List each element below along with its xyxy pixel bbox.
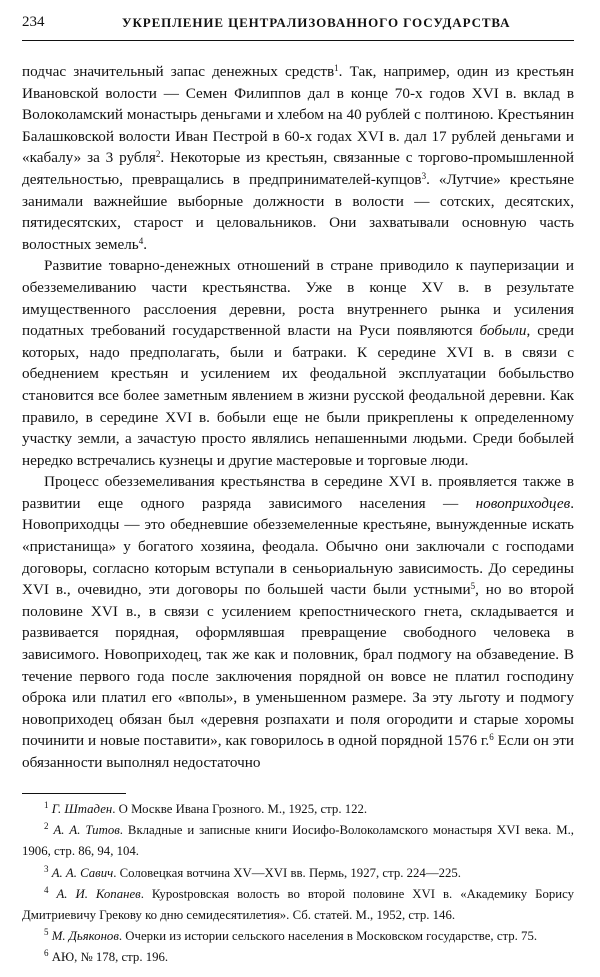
footnote xyxy=(22,799,574,820)
footnote-number: 3 xyxy=(44,863,49,874)
footnote-author: А. А. Титов xyxy=(53,823,120,838)
paragraph xyxy=(22,255,574,471)
running-head: УКРЕПЛЕНИЕ ЦЕНТРАЛИЗОВАННОГО ГОСУДАРСТВА xyxy=(122,15,511,30)
footnote xyxy=(22,884,574,926)
footnote-author: А. А. Савич xyxy=(51,865,114,880)
header-rule xyxy=(22,40,574,41)
text-run: . Новоприходцы — это обедневшие обезземеленные крестьяне, вынужденные искать «пристанища» у богатого хозяина, феодала. Обычно они заключали с господами договоры, согласно которым вступали в сеньориальную зависимость. До середины XVI в., очевидно, эти договоры по большей части были устными xyxy=(22,494,574,599)
footnote-rule xyxy=(22,793,126,794)
footnote-text: . Курostровская волость во второй половине XVI в. «Академику Борису Дмитриевичу Грекову ко дню семидесятилетия». Сб. статей. М., 1952, стр. 146. xyxy=(22,886,575,923)
text-run: , но во второй половине XVI в., в связи с усилением крепостнического гнета, складывается и развивается порядная, оформлявшая превращение свободного человека в зависимого. Новоприходец, так же как и половник, брал подмогу на обзаведение. В течение первого года после заключения порядной он вовсе не платил господину оброка или платил его «вполы», в уменьшенном размере. За эту льготу и подмогу новоприходец обязан был «деревня розпахати и поля огородити и старые хоромы починити и новые поставити», как говорилось в одной порядной 1576 г. xyxy=(22,581,574,750)
footnote-ref: 5 xyxy=(470,581,476,592)
footnote-ref: 3 xyxy=(421,170,427,181)
footnote-text: . Соловецкая вотчина XV—XVI вв. Пермь, 1927, стр. 224—225. xyxy=(113,865,462,880)
footnote xyxy=(22,947,574,968)
text-run: , среди которых, надо предполагать, были и батраки. К середине XVI в. в связи с обеднением крестьян и усилением их феодальной эксплуатации бобыльство становится все более заметным явлением в жизни русской феодальной деревни. Как правило, в середине XVI в. бобыли еще не были прикреплены к определенному участку земли, а зачастую просто являлись непашенными людьми. Среди бобылей нередко встречались кузнецы и другие мастеровые и торговые люди. xyxy=(22,322,574,469)
page-header xyxy=(22,14,574,36)
footnote-text: . Очерки из истории сельского населения в Московском государстве, стр. 75. xyxy=(118,929,538,944)
footnote-ref: 4 xyxy=(138,235,144,246)
text-run: Если он эти обязанности выполнял недостаточно xyxy=(22,732,574,771)
text-run: подчас значительный запас денежных средств xyxy=(22,63,335,80)
body-text xyxy=(22,61,574,774)
footnotes xyxy=(22,799,574,969)
page-number: 234 xyxy=(22,14,45,30)
footnote-number: 1 xyxy=(44,800,49,810)
footnote xyxy=(22,820,574,862)
italic-term: новоприходцев xyxy=(475,494,571,512)
text-run: Процесс обезземеливания крестьянства в середине XVI в. проявляется также в развитии еще одного разряда зависимого населения — xyxy=(22,473,574,512)
footnote-author: М. Дьяконов xyxy=(51,929,119,944)
footnote-text: . О Москве Ивана Грозного. М., 1925, стр. 122. xyxy=(112,802,368,816)
footnote-number: 5 xyxy=(44,927,49,938)
footnote-text: . Вкладные и записные книги Иосифо-Волоколамского монастыря XVI века. М., 1906, стр. 86, 94, 104. xyxy=(22,823,574,859)
italic-term: бобыли xyxy=(479,322,527,340)
footnote-text: АЮ, № 178, стр. 196. xyxy=(51,950,169,965)
text-run: . xyxy=(143,235,148,253)
footnote-number: 4 xyxy=(44,884,49,895)
paragraph xyxy=(22,471,574,773)
footnote-author: А. И. Копанев xyxy=(56,886,141,901)
footnote-number: 2 xyxy=(44,821,49,832)
footnote-ref: 2 xyxy=(155,149,161,160)
text-run: . Некоторые из крестьян, связанные с торгово-промышленной деятельностью, превращались в предпринимателей-купцов xyxy=(22,149,574,188)
footnote xyxy=(22,863,574,884)
footnote-ref: 6 xyxy=(489,732,494,743)
text-run: . Так, например, один из крестьян Ивановской волости — Семен Филиппов дал в конце 70-х годов XVI в. вклад в Волоколамский монастырь деньгами и хлебом на 40 рублей с полтиною. Крестьянин Балашковской волости Иван Пестрой в 60-х годах XVI в. дал 17 рублей деньгами и «кабалу» за 3 рубля xyxy=(22,63,574,167)
footnote-author: Г. Штаден xyxy=(51,802,113,816)
footnote-ref: 1 xyxy=(334,63,339,73)
paragraph xyxy=(22,61,574,255)
footnote-number: 6 xyxy=(44,948,49,959)
text-run: . «Лутчие» крестьяне занимали важнейшие выборные должности в волости — сотских, десятских, пятидесятских, старост и целовальников. Они захватывали основную часть волостных земель xyxy=(22,170,574,253)
footnote xyxy=(22,926,574,947)
text-run: Развитие товарно-денежных отношений в стране приводило к пауперизации и обезземеливанию части крестьянства. Уже в конце XV в. в результате имущественного расслоения деревни, роста внутреннего рынка и усиления податных требований государственной власти на Руси появляются xyxy=(22,257,574,340)
